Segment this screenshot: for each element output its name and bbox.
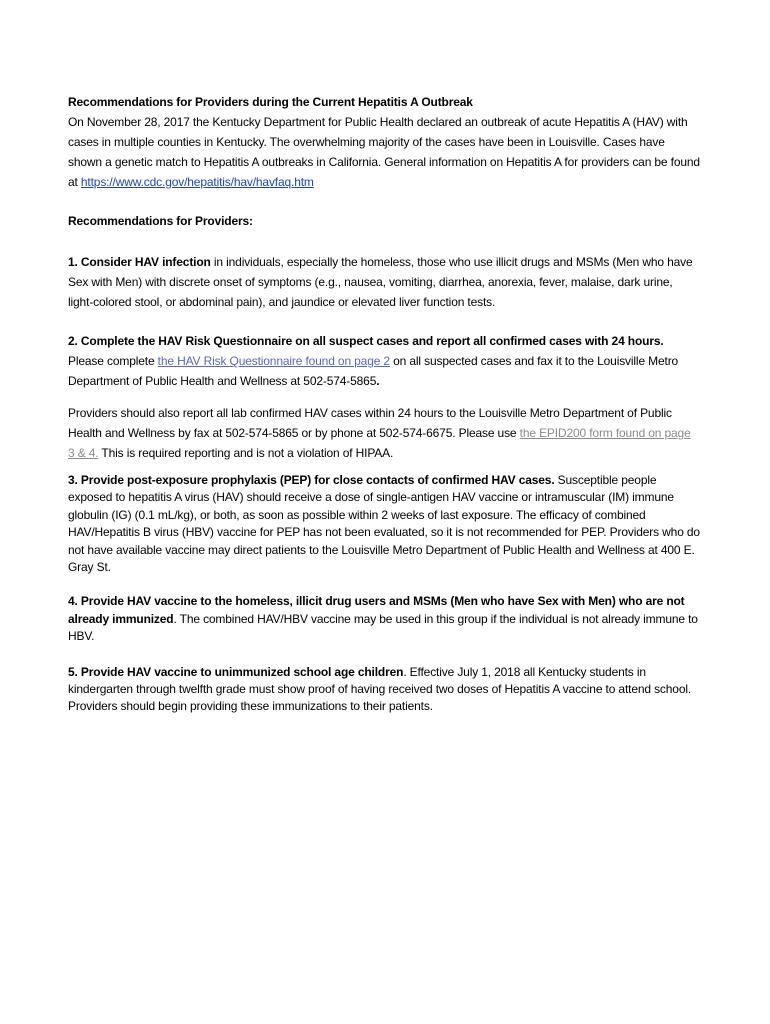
recommendation-4 <box>68 593 700 645</box>
document-title: Recommendations for Providers during the Current Hepatitis A Outbreak <box>68 95 473 109</box>
recommendation-5-text: . Effective July 1, 2018 all Kentucky students in kindergarten through twelfth grade must show proof of having received two doses of Hepatitis A vaccine to attend school. Providers should begin providing these immunizations to their patients. <box>68 664 692 714</box>
intro-paragraph <box>68 112 700 192</box>
document-body <box>68 92 700 716</box>
epid200-form-link[interactable]: the EPID200 form found on page 3 & 4. <box>68 426 691 460</box>
recommendation-2-text-before: Please complete <box>68 354 158 368</box>
recommendation-3 <box>68 472 700 576</box>
recommendation-1-heading: 1. Consider HAV infection <box>68 255 211 269</box>
recommendation-1 <box>68 252 700 312</box>
recommendations-heading: Recommendations for Providers: <box>68 214 253 228</box>
recommendation-2-followup <box>68 403 700 463</box>
recommendation-5-heading: 5. Provide HAV vaccine to unimmunized school age children <box>68 664 404 679</box>
hav-risk-questionnaire-link[interactable]: the HAV Risk Questionnaire found on page 2 <box>157 354 390 368</box>
followup-text-before: Providers should also report all lab confirmed HAV cases within 24 hours to the Louisville Metro Department of Public Health and Wellness by fax at 502-574-5865 or by phone at 502-574-6675. Please use <box>68 406 672 440</box>
recommendation-2-text-after: on all suspected cases and fax it to the Louisville Metro Department of Public Health and Wellness at 502-574-5865 <box>68 354 679 388</box>
followup-text-after: This is required reporting and is not a violation of HIPAA. <box>98 446 394 460</box>
recommendation-2 <box>68 331 700 391</box>
recommendation-4-text: . The combined HAV/HBV vaccine may be used in this group if the individual is not already immune to HBV. <box>68 611 698 644</box>
recommendation-1-text: in individuals, especially the homeless, those who use illicit drugs and MSMs (Men who have Sex with Men) with discrete onset of symptoms (e.g., nausea, vomiting, diarrhea, anorexia, fever, malaise, dark urine, light-colored stool, or abdominal pain), and jaundice or elevated liver function tests. <box>68 255 693 309</box>
cdc-faq-link[interactable]: https://www.cdc.gov/hepatitis/hav/havfaq.htm <box>80 175 314 189</box>
recommendation-3-heading: 3. Provide post-exposure prophylaxis (PEP) for close contacts of confirmed HAV cases. <box>68 473 555 487</box>
intro-text: On November 28, 2017 the Kentucky Department for Public Health declared an outbreak of acute Hepatitis A (HAV) with cases in multiple counties in Kentucky. The overwhelming majority of the cases have been in Louisville. Cases have shown a genetic match to Hepatitis A outbreaks in California. General information on Hepatitis A for providers can be found at <box>68 115 700 189</box>
recommendation-5 <box>68 664 700 716</box>
recommendation-2-period: . <box>376 374 380 388</box>
recommendation-4-heading: 4. Provide HAV vaccine to the homeless, illicit drug users and MSMs (Men who have Sex with Men) who are not already immunized <box>68 594 685 626</box>
recommendation-2-heading: 2. Complete the HAV Risk Questionnaire on all suspect cases and report all confirmed cases with 24 hours. <box>68 334 664 348</box>
recommendation-3-text: Susceptible people exposed to hepatitis A virus (HAV) should receive a dose of single-antigen HAV vaccine or intramuscular (IM) immune globulin (IG) (0.1 mL/kg), or both, as soon as possible within 2 weeks of last exposure. The efficacy of combined HAV/Hepatitis B virus (HBV) vaccine for PEP has not been evaluated, so it is not recommended for PEP. Providers who do not have available vaccine may direct patients to the Louisville Metro Department of Public Health and Wellness at 400 E. Gray St. <box>68 473 700 575</box>
